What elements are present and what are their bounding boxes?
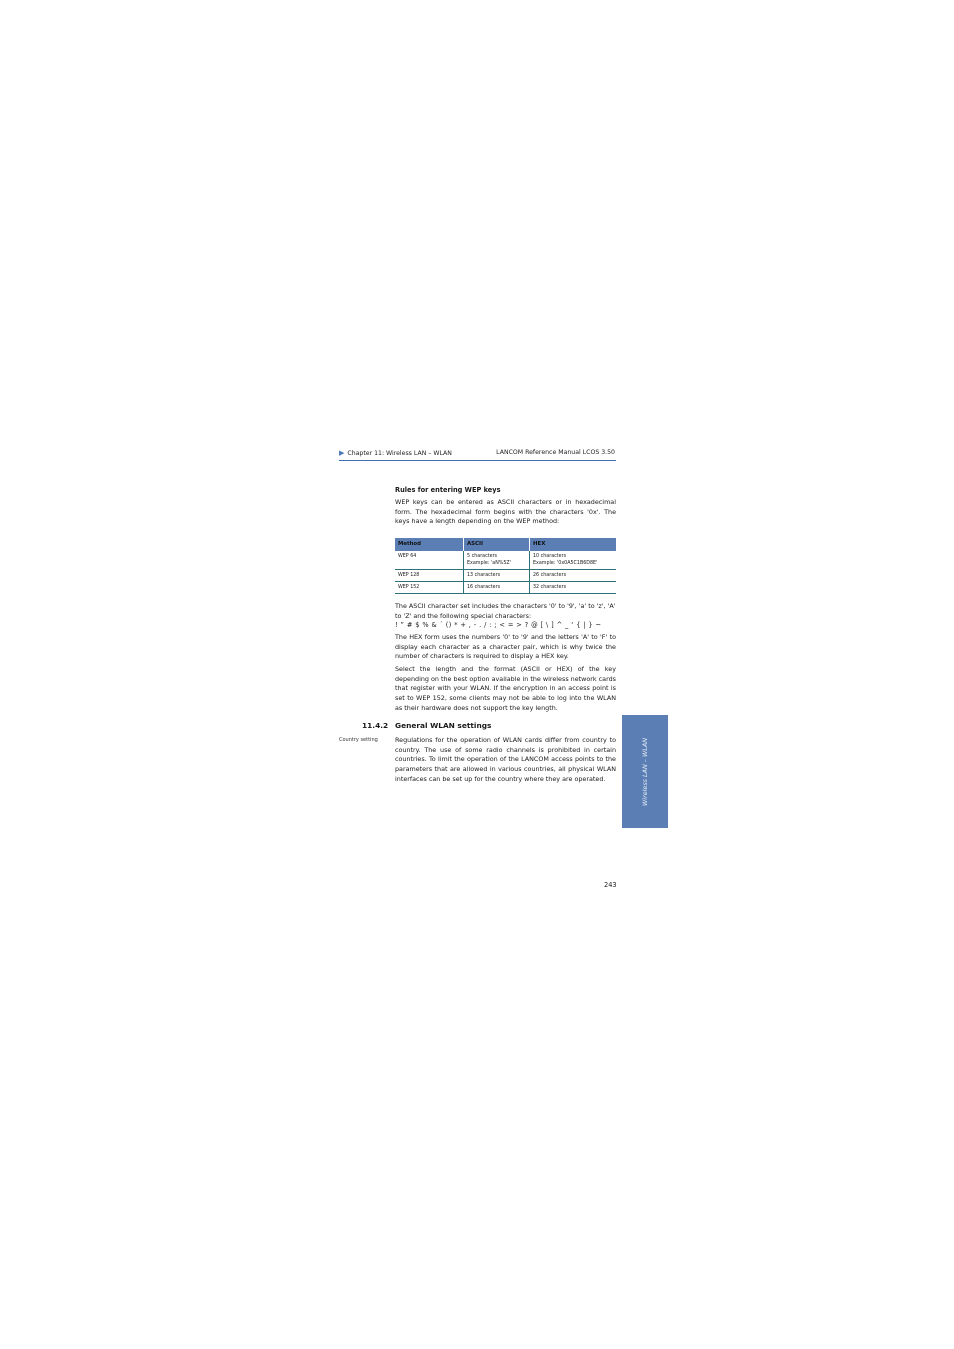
rules-heading: Rules for entering WEP keys: [395, 486, 501, 494]
ascii-paragraph: The ASCII character set includes the characters '0' to '9', 'a' to 'z', 'A' to 'Z' and the following special characters:: [395, 602, 616, 620]
wep-key-table: [395, 538, 616, 594]
cell-hex: 26 characters: [530, 570, 617, 582]
table-row: [395, 582, 616, 594]
column-header-ascii: ASCII: [464, 538, 530, 551]
table-header-row: [395, 538, 616, 551]
column-header-hex: HEX: [530, 538, 617, 551]
select-paragraph: Select the length and the format (ASCII or HEX) of the key depending on the best option available in the wireless network cards that register with your WLAN. If the encryption in an access point is set to WEP 152, some clients may not be able to log into the WLAN as their hardware does not support the key length.: [395, 665, 616, 712]
table-row: [395, 570, 616, 582]
hex-length: 10 characters: [533, 554, 567, 559]
ascii-length: 5 characters: [467, 554, 498, 559]
section-title: General WLAN settings: [395, 721, 492, 730]
intro-paragraph: WEP keys can be entered as ASCII characters or in hexadecimal form. The hexadecimal form begins with the characters '0x'. The keys have a length depending on the WEP method:: [395, 498, 616, 526]
cell-ascii: 13 characters: [464, 570, 530, 582]
side-tab-label: Wireless LAN – WLAN: [641, 737, 649, 806]
section-number: 11.4.2: [362, 721, 389, 730]
cell-method: WEP 64: [395, 551, 464, 570]
ascii-example: Example: 'aN%5Z': [467, 561, 512, 566]
country-paragraph: Regulations for the operation of WLAN cards differ from country to country. The use of some radio channels is prohibited in certain countries. To limit the operation of the LANCOM access points to the parameters that are allowed in various countries, all physical WLAN interfaces can be set up for the country where they are operated.: [395, 736, 616, 783]
hex-example: Example: '0x0A5C1B6D8E': [533, 561, 598, 566]
cell-hex: 32 characters: [530, 582, 617, 594]
cell-hex: [530, 551, 617, 570]
arrow-right-icon: ▶: [339, 449, 345, 457]
cell-ascii: 16 characters: [464, 582, 530, 594]
hex-paragraph: The HEX form uses the numbers '0' to '9' and the letters 'A' to 'F' to display each character as a character pair, which is why twice the number of characters is required to display a HEX key.: [395, 633, 616, 661]
cell-method: WEP 152: [395, 582, 464, 594]
header-divider: [339, 460, 616, 461]
table-row: [395, 551, 616, 570]
chapter-side-tab: [622, 715, 668, 828]
column-header-method: Method: [395, 538, 464, 551]
margin-note: Country setting: [339, 737, 378, 743]
special-characters: ! ” # $ % & ´ () * + , - . / : ; < = > ? @ [ \ ] ^ _ ‘ { | } ~: [395, 621, 602, 629]
running-header-manual: LANCOM Reference Manual LCOS 3.50: [496, 449, 615, 456]
chapter-title: Chapter 11: Wireless LAN – WLAN: [347, 450, 452, 457]
cell-ascii: [464, 551, 530, 570]
cell-method: WEP 128: [395, 570, 464, 582]
running-header-chapter: [339, 449, 452, 457]
page-number: 243: [604, 881, 617, 889]
